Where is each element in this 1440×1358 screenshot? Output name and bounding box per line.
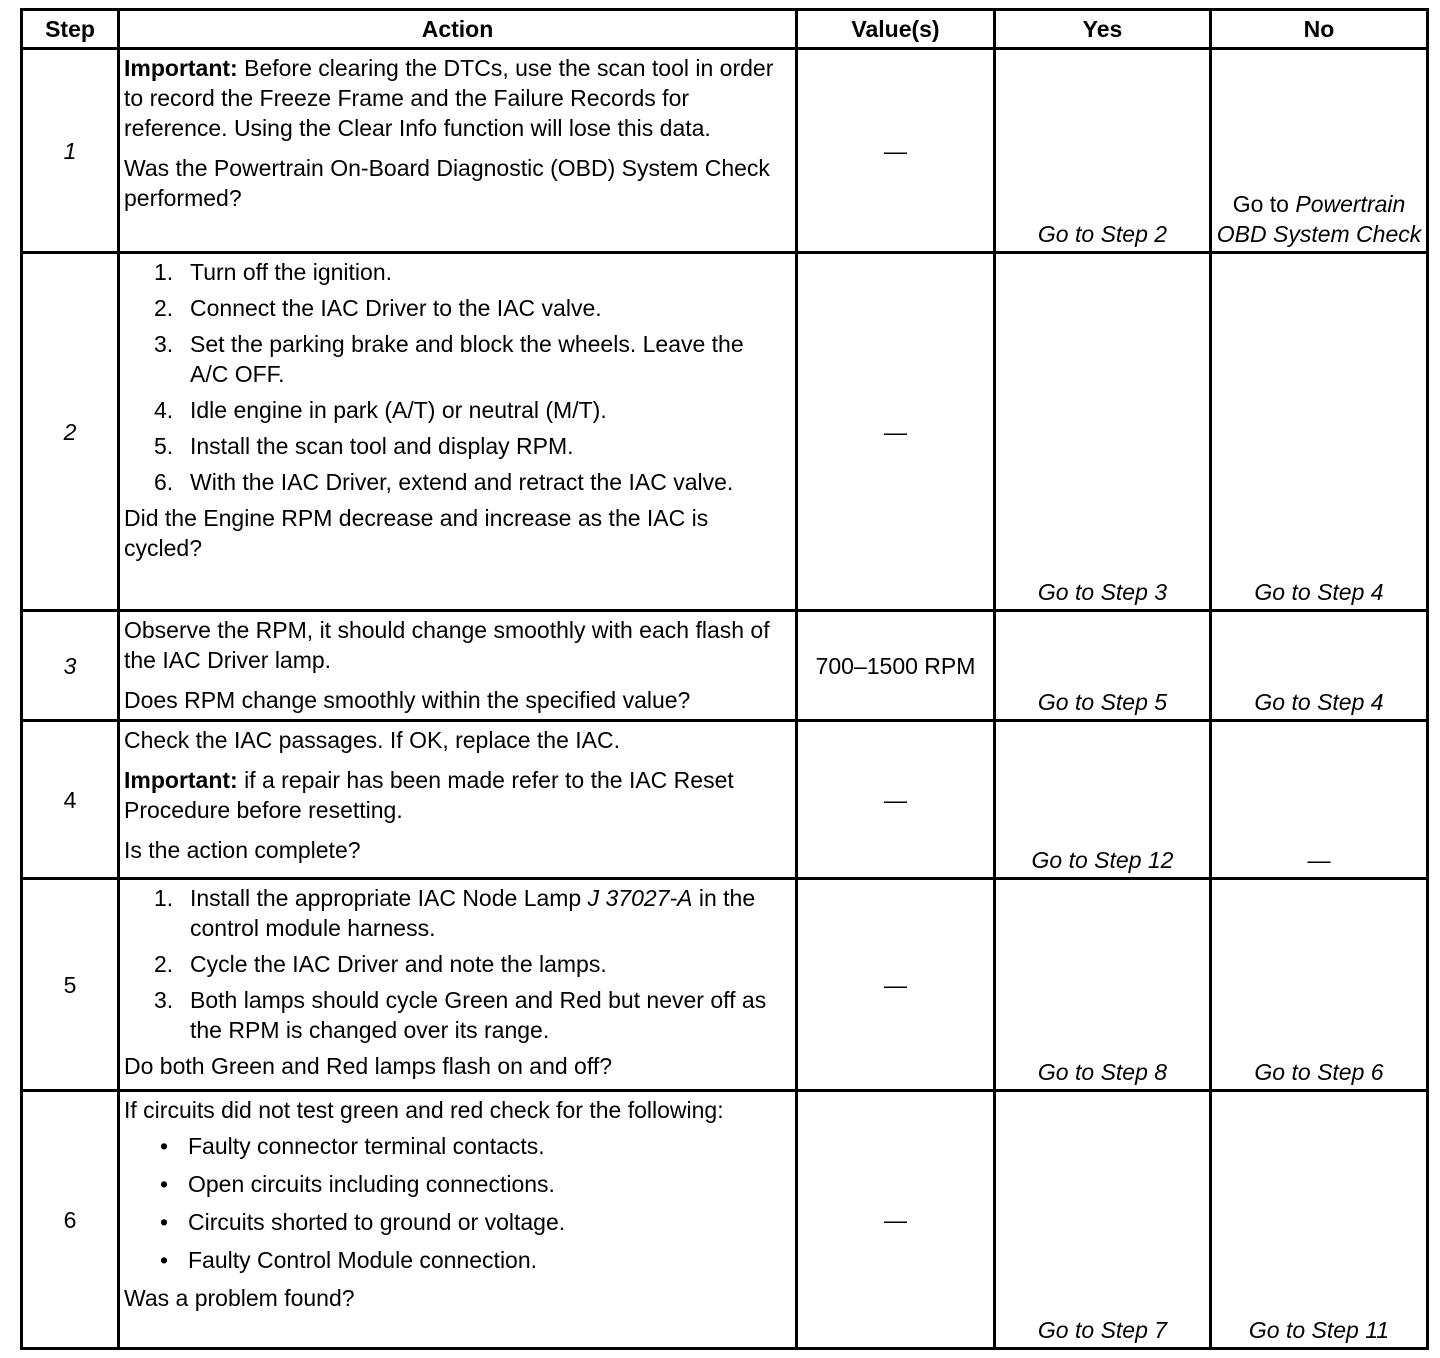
step-number: 4	[22, 721, 119, 879]
list-item: 3. Set the parking brake and block the wheels. Leave the A/C OFF.	[154, 331, 744, 387]
table-row-step-6	[22, 1091, 1428, 1349]
value-cell: —	[797, 253, 995, 611]
bullet-icon: •	[160, 1209, 169, 1235]
list-item: 6. With the IAC Driver, extend and retract the IAC valve.	[154, 469, 734, 495]
bullet-icon: •	[160, 1171, 169, 1197]
list-item: 5. Install the scan tool and display RPM.	[154, 433, 574, 459]
action-cell	[119, 49, 797, 253]
diagnostic-table	[20, 8, 1429, 1350]
value-cell: —	[797, 1091, 995, 1349]
list-item: 2. Connect the IAC Driver to the IAC valve.	[154, 295, 602, 321]
header-row	[22, 10, 1428, 49]
header-values: Value(s)	[797, 10, 995, 49]
value-cell: —	[797, 721, 995, 879]
no-prefix: Go to	[1232, 191, 1296, 217]
step-number: 2	[22, 253, 119, 611]
value-cell: 700–1500 RPM	[797, 611, 995, 721]
list-item: 2. Cycle the IAC Driver and note the lamps.	[154, 951, 607, 977]
no-goto-step-4-link[interactable]: Go to Step 4	[1211, 253, 1428, 611]
table-row-step-5	[22, 879, 1428, 1091]
header-yes: Yes	[995, 10, 1211, 49]
step-number: 5	[22, 879, 119, 1091]
no-goto-step-6-link[interactable]: Go to Step 6	[1211, 879, 1428, 1091]
checklist	[124, 1131, 787, 1275]
instruction-text: If circuits did not test green and red check for the following:	[124, 1097, 724, 1123]
yes-goto-step-7-link[interactable]: Go to Step 7	[995, 1091, 1211, 1349]
question-text: Do both Green and Red lamps flash on and off?	[124, 1053, 613, 1079]
yes-goto-step-2-link[interactable]: Go to Step 2	[995, 49, 1211, 253]
action-cell	[119, 611, 797, 721]
action-cell	[119, 1091, 797, 1349]
header-step: Step	[22, 10, 119, 49]
important-text: if a repair has been made refer to the IAC Reset Procedure before resetting.	[124, 767, 734, 823]
question-text: Was the Powertrain On-Board Diagnostic (OBD) System Check performed?	[124, 155, 770, 211]
list-item: 4. Idle engine in park (A/T) or neutral (M/T).	[154, 397, 607, 423]
bullet-icon: •	[160, 1133, 169, 1159]
step-number: 1	[22, 49, 119, 253]
no-cell: —	[1211, 721, 1428, 879]
question-text: Was a problem found?	[124, 1285, 355, 1311]
bullet-icon: •	[160, 1247, 169, 1273]
table-row-step-2	[22, 253, 1428, 611]
step-number: 6	[22, 1091, 119, 1349]
table-row-step-4	[22, 721, 1428, 879]
action-cell	[119, 721, 797, 879]
question-text: Did the Engine RPM decrease and increase as the IAC is cycled?	[124, 505, 709, 561]
list-item: • Faulty connector terminal contacts.	[154, 1131, 787, 1161]
no-goto-step-11-link[interactable]: Go to Step 11	[1211, 1091, 1428, 1349]
table-row-step-1	[22, 49, 1428, 253]
procedure-list	[124, 257, 787, 497]
table-row-step-3	[22, 611, 1428, 721]
important-note	[124, 765, 787, 825]
header-no: No	[1211, 10, 1428, 49]
diagnostic-table-page	[20, 8, 1426, 1344]
question-text: Is the action complete?	[124, 837, 361, 863]
yes-goto-step-3-link[interactable]: Go to Step 3	[995, 253, 1211, 611]
important-note	[124, 53, 787, 143]
no-goto-obd-check-link[interactable]	[1211, 49, 1428, 253]
yes-goto-step-8-link[interactable]: Go to Step 8	[995, 879, 1211, 1091]
list-item: • Open circuits including connections.	[154, 1169, 787, 1199]
tool-number: J 37027-A	[587, 885, 693, 911]
important-label: Important:	[124, 767, 238, 793]
yes-goto-step-5-link[interactable]: Go to Step 5	[995, 611, 1211, 721]
list-item: • Faulty Control Module connection.	[154, 1245, 787, 1275]
no-goto-step-4-link[interactable]: Go to Step 4	[1211, 611, 1428, 721]
header-action: Action	[119, 10, 797, 49]
action-cell	[119, 253, 797, 611]
important-label: Important:	[124, 55, 238, 81]
value-cell: —	[797, 879, 995, 1091]
instruction-text: Observe the RPM, it should change smoothly with each flash of the IAC Driver lamp.	[124, 617, 770, 673]
no-link-text: Powertrain OBD System Check	[1216, 191, 1422, 247]
question-text: Does RPM change smoothly within the specified value?	[124, 687, 691, 713]
instruction-text: Check the IAC passages. If OK, replace the IAC.	[124, 727, 621, 753]
action-cell	[119, 879, 797, 1091]
yes-goto-step-12-link[interactable]: Go to Step 12	[995, 721, 1211, 879]
step-number: 3	[22, 611, 119, 721]
list-item: 1. Install the appropriate IAC Node Lamp J 37027-A in the control module harness.	[154, 885, 756, 941]
list-item: • Circuits shorted to ground or voltage.	[154, 1207, 787, 1237]
list-item: 3. Both lamps should cycle Green and Red but never off as the RPM is changed over its range.	[154, 987, 767, 1043]
procedure-list	[124, 883, 787, 1045]
important-text: Before clearing the DTCs, use the scan tool in order to record the Freeze Frame and the Failure Records for reference. Using the Clear Info function will lose this data.	[124, 55, 774, 141]
list-item: 1. Turn off the ignition.	[154, 259, 393, 285]
value-cell: —	[797, 49, 995, 253]
